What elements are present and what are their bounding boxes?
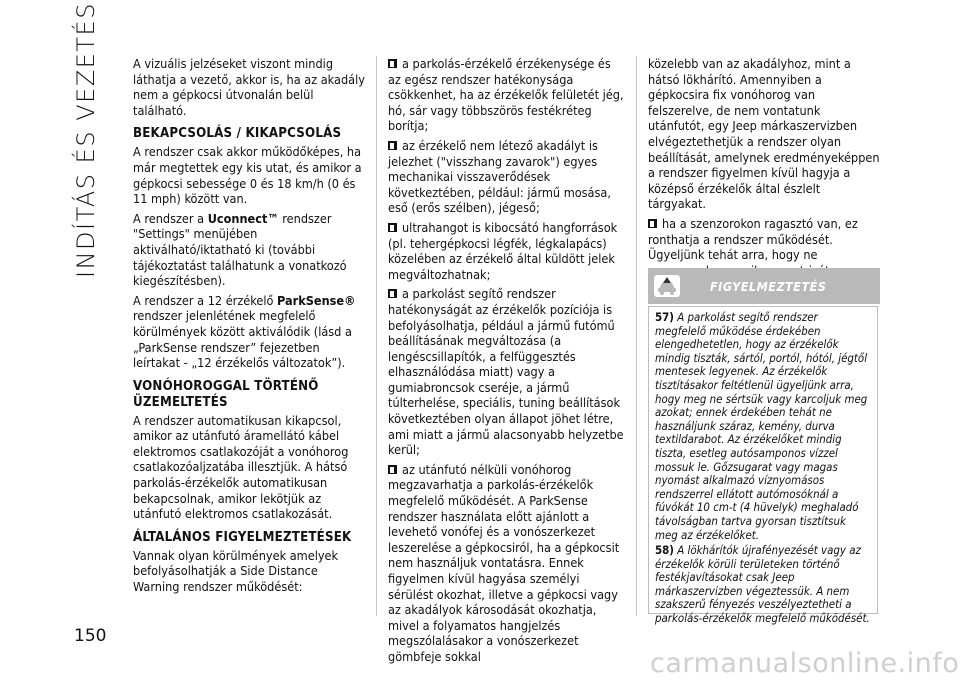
paragraph-towing: A rendszer automatikusan kikapcsol, amikor az utánfutó áramellátó kábel elektromos csatlakozóját a vonóhorog csatlakozóaljzatába illesztjük. A hátsó parkolás-érzékelők automatikusan bekapcsolnak, amikor lekötjük az utánfutó elektromos csatlakozását.: [133, 412, 349, 522]
parksense-brand: ParkSense®: [277, 292, 356, 308]
uconnect-brand: Uconnect™: [207, 210, 279, 226]
column-1: [133, 56, 365, 599]
bullet-icon: [388, 289, 397, 298]
paragraph-activation-speed: A rendszer csak akkor működőképes, ha már megtettek egy kis utat, és amikor a gépkocsi sebessége 0 és 18 km/h (0 és 11 mph) között van.: [133, 144, 362, 207]
watermark: carmanualsonline.info: [650, 648, 960, 679]
heading-general-warnings: ÁLTALÁNOS FIGYELMEZTETÉSEK: [133, 529, 352, 545]
list-item: a parkolást segítő rendszer hatékonyságát az érzékelők pozíciója is befolyásolhatja, például a jármű futómű beállításának megváltozása (a lengéscsillapítók, a felfüggesztés elhasználódása miatt) vagy a gumiabroncsok cseréje, a jármű túlterhelése, speciális, tuning beállítások következtében olyan állapot jöhet létre, ami miatt a jármű alacsonyabb helyzetbe kerül;: [388, 286, 624, 458]
list-item: ultrahangot is kibocsátó hangforrások (pl. tehergépkocsi légfék, légkalapács) közelében az érzékelő által küldött jelek megváltozhatnak;: [388, 219, 618, 282]
warning-item-58: 58) A lökhárítók újrafényezését vagy az érzékelők körüli területeken történő festékjavításokat csak Jeep márkaszervizben végeztessük. A nem szakszerű fényezés veszélyeztetheti a parkolás-érzékelők megfelelő működését.: [655, 543, 870, 626]
bullet-icon: [388, 141, 397, 150]
heading-activation: BEKAPCSOLÁS / KIKAPCSOLÁS: [133, 126, 342, 142]
bullet-icon: [648, 219, 657, 228]
bullet-icon: [388, 465, 397, 474]
paragraph-parksense: A rendszer a 12 érzékelő ParkSense® rendszer jelenlétének megfelelő körülmények között aktiválódik (lásd a „ParkSense rendszer” fejezetben leírtakat - „12 érzékelős változatok”).: [133, 292, 356, 371]
list-item: ha a szenzorokon ragasztó van, ez ronthatja a rendszer működését. Ügyeljünk tehát arra, hogy ne: [648, 215, 858, 263]
warning-box: [648, 306, 878, 626]
warning-header: [648, 268, 880, 304]
car-warning-icon: [654, 275, 680, 297]
list-item: a parkolás-érzékelő érzékenysége és az egész rendszer hatékonysága csökkenhet, ha az érzékelők felületét jég, hó, sár vagy többszörös festékréteg borítja;: [388, 56, 624, 134]
intro-paragraph: A vizuális jelzéseket viszont mindig láthatja a vezető, akkor is, ha az akadály nem a gépkocsi útvonalán belül található.: [133, 56, 365, 118]
column-divider: [376, 56, 377, 616]
side-title-text: INDÍTÁS ÉS VEZETÉS: [72, 2, 100, 278]
list-item: az érzékelő nem létező akadályt is jelezhet ("visszhang zavarok") egyes mechanikai visszaverődések következtében, például: jármű mosása, eső (erős szélben), jégeső;: [388, 137, 611, 216]
heading-towing: VONÓHOROGGAL TÖRTÉNŐ ÜZEMELTETÉS: [133, 378, 319, 410]
paragraph-general-warnings: Vannak olyan körülmények amelyek befolyásolhatják a Side Distance Warning rendszer működését:: [133, 547, 339, 595]
warning-title: FIGYELMEZTETÉS: [710, 278, 827, 294]
column-2: [388, 56, 624, 669]
bullet-icon: [388, 59, 397, 68]
page-number: 150: [74, 626, 107, 646]
column-3: [648, 56, 880, 298]
section-side-title: [72, 2, 122, 278]
column-divider: [636, 56, 637, 616]
bullet-icon: [388, 223, 397, 232]
paragraph-continued: közelebb van az akadályhoz, mint a hátsó lökhárító. Amennyiben a gépkocsira fix vonóhorog van felszerelve, de nem vontatunk utánfutót, egy Jeep márkaszervizben elvégeztethetjük a rendszer olyan beállítását, amelynek eredményeképpen a rendszer figyelmen kívül hagyja a középső érzékelők által észlelt tárgyakat.: [648, 56, 880, 212]
list-item: az utánfutó nélküli vonóhorog megzavarhatja a parkolás-érzékelők megfelelő működését. A ParkSense rendszer használata előtt ajánlott a levehető vonófej és a vonószerkezet leszerelése a gépkocsiról, ha a gépkocsit nem használjuk vontatásra. Ennek figyelmen kívül hagyása személyi sérülést okozhat, illetve a gépkocsi vagy az akadályok károsodását okozhatja, mivel a folyamatos hangjelzés megszólalásakor a vonószerkezet gömbfeje sokkal: [388, 461, 620, 664]
paragraph-uconnect: A rendszer a Uconnect™ rendszer "Settings" menüjében aktiválható/iktatható ki (további tájékoztatást találhatunk a vonatkozó kiegészítésben).: [133, 210, 347, 289]
warning-item-57: 57) A parkolást segítő rendszer megfelelő működése érdekében elengedhetetlen, hogy az érzékelők mindig tiszták, sártól, portól, hótól, jégtől mentesek legyenek. Az érzékelők tisztításakor feltétlenül ügyeljünk arra, hogy meg ne sértsük vagy karcoljuk meg azokat; ennek érdekében tehát ne használjunk száraz, kemény, durva textildarabot. Az érzékelőket mindig tiszta, esetleg autósamponos vízzel mossuk le. Gőzsugarat vagy magas nyomást alkalmazó víznyomásos rendszerrel ellátott autómosóknál a fúvókát 10 cm-t (4 hüvelyk) meghaladó távolságban tartva gyorsan tisztítsuk meg az érzékelőket.: [655, 310, 868, 542]
